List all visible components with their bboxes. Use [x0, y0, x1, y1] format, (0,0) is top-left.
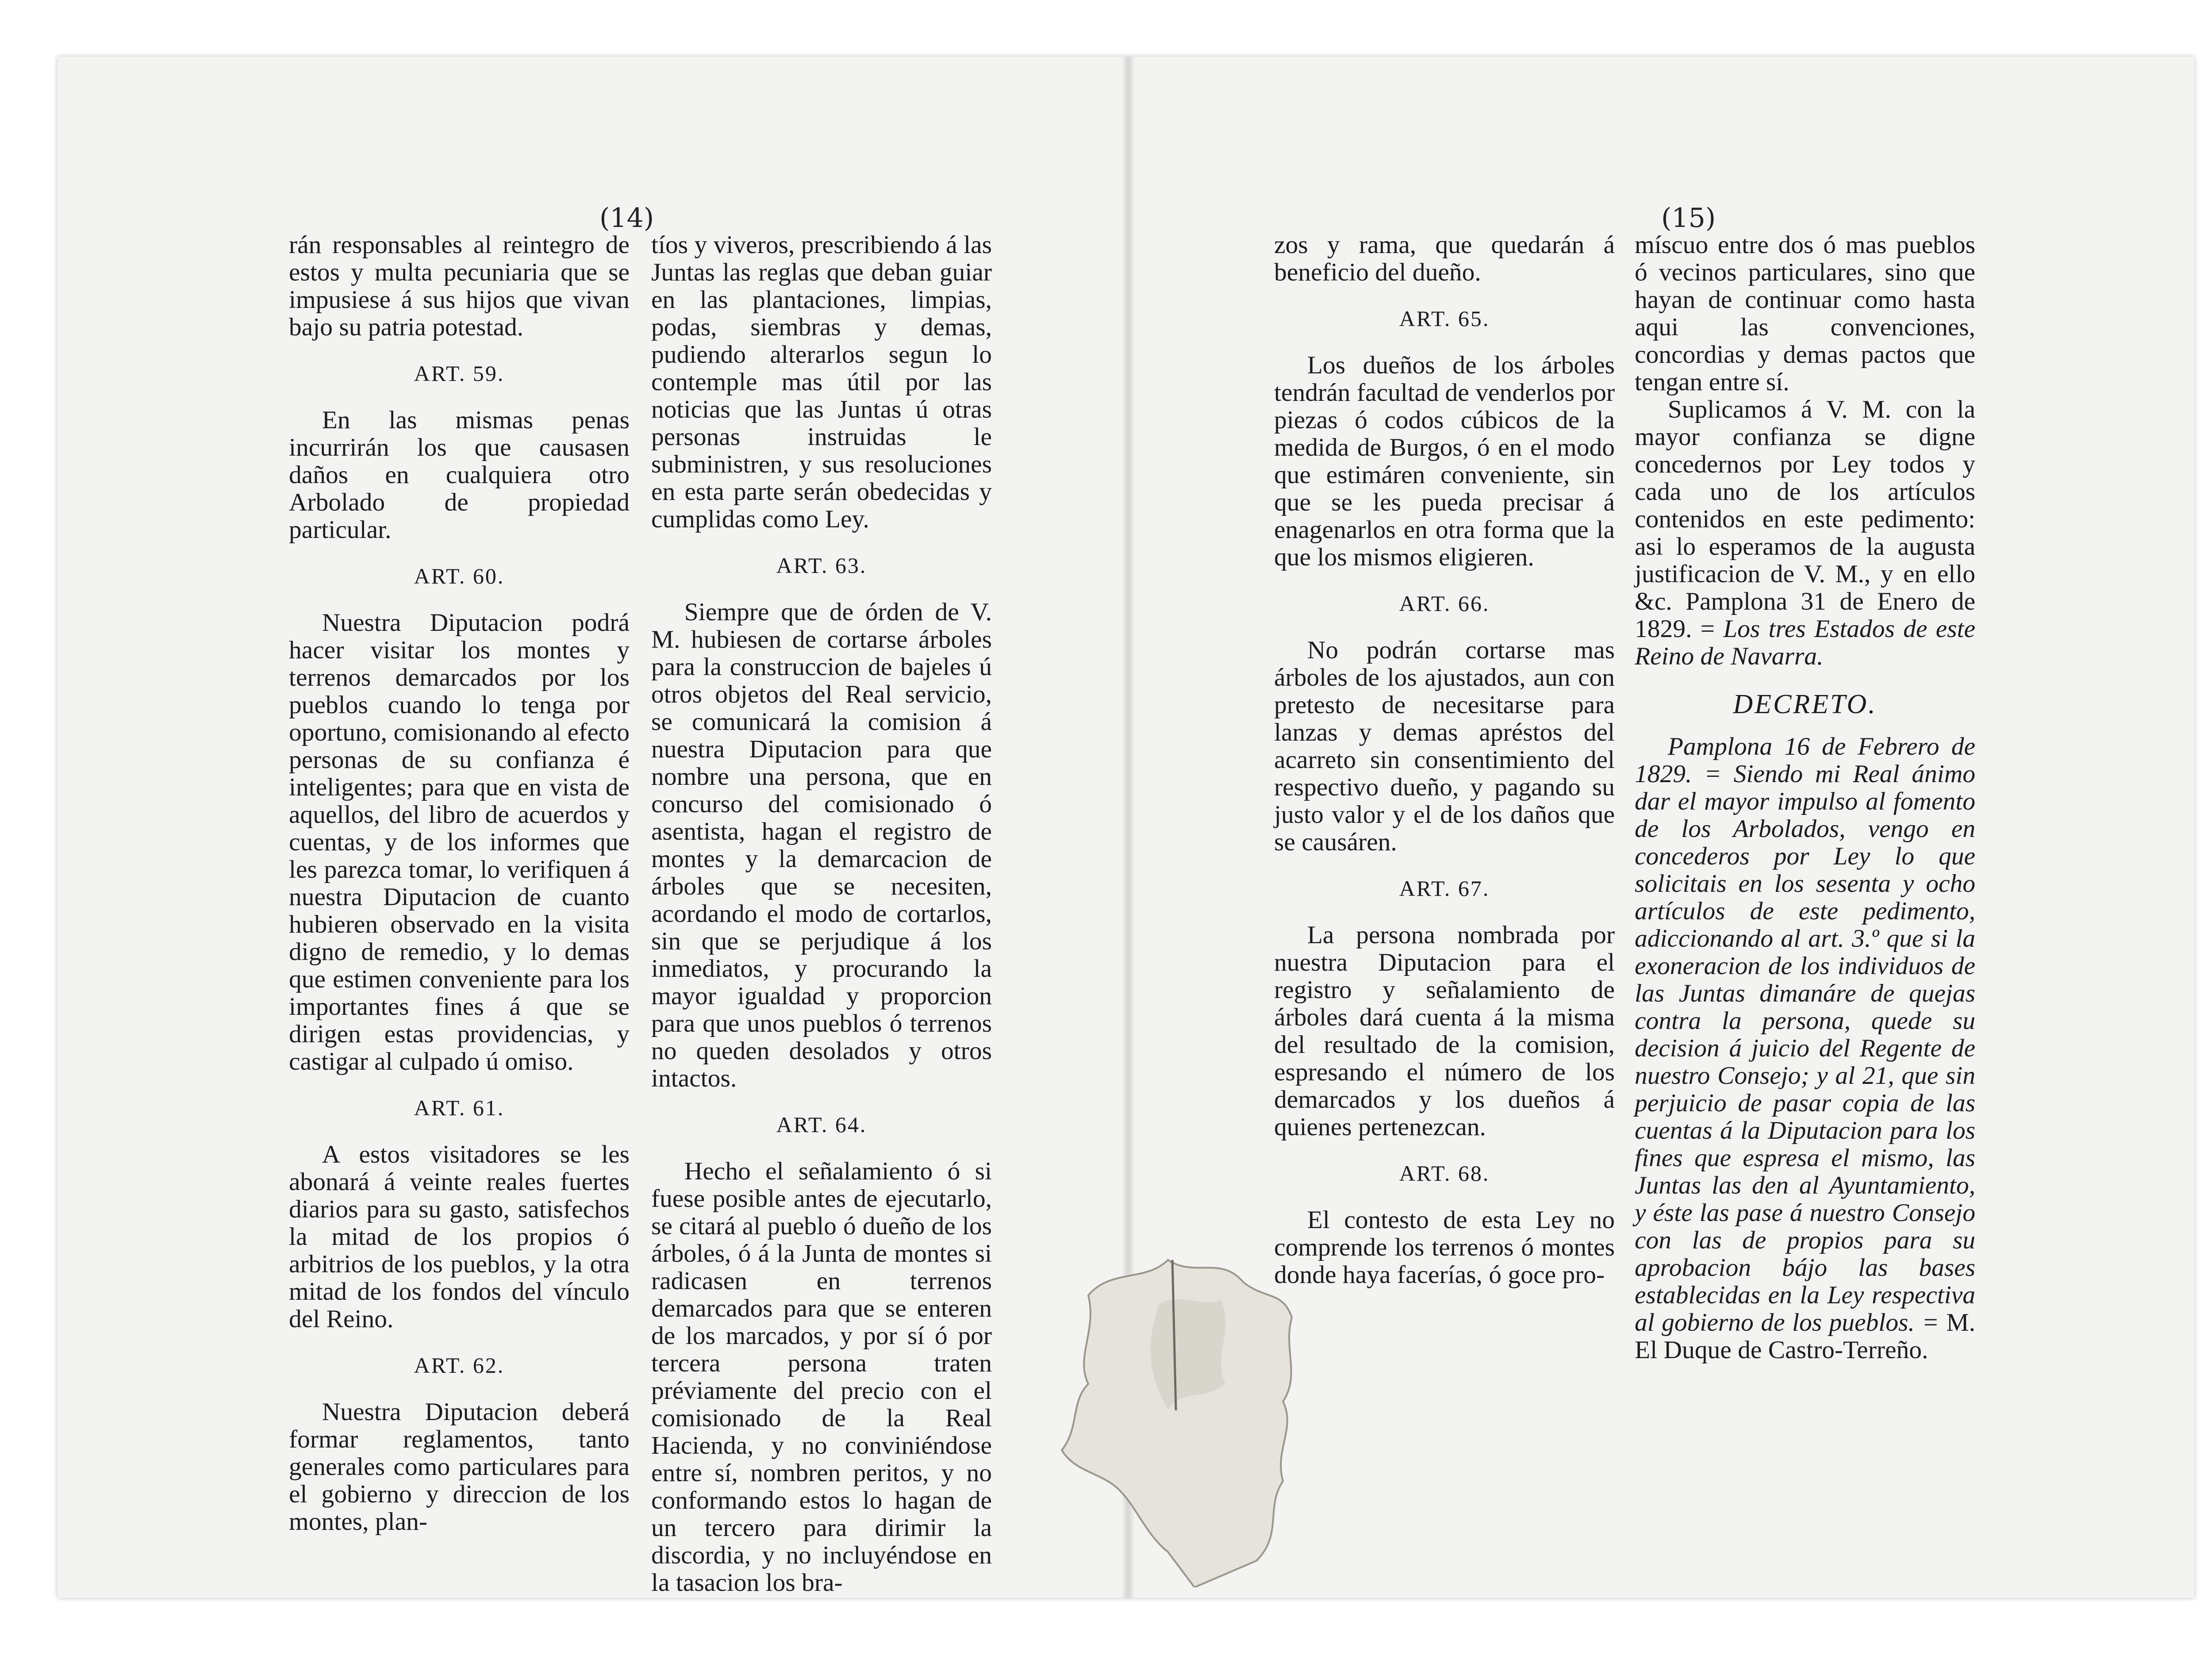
paragraph: Nuestra Diputacion deberá formar reglamentos, tanto generales como particulares para el gobierno y direccion de los montes, plan- — [289, 1398, 630, 1536]
paragraph: Los dueños de los árboles tendrán facultad de venderlos por piezas ó codos cúbicos de la medida de Burgos, ó en el modo que estimáren conveniente, sin que se les pueda precisar á enagenarlos en otra forma que la que los mismos eligieren. — [1274, 351, 1615, 571]
paragraph: Hecho el señalamiento ó si fuese posible antes de ejecutarlo, se citará al pueblo ó dueño de los árboles, ó á la Junta de montes si radicasen en terrenos demarcados para que se enteren de los marcados, y por sí ó por tercera persona traten préviamente del precio con el comisionado de la Real Hacienda, y no conviniéndose entre sí, nombren peritos, y no conformando estos lo hagan de un tercero para dirimir la discordia, y no incluyéndose en la tasacion los bra- — [651, 1157, 992, 1597]
article-heading: ART. 67. — [1399, 876, 1490, 901]
paragraph: A estos visitadores se les abonará á veinte reales fuertes diarios para su gasto, satisfechos la mitad de los propios ó arbitrios de los pueblos, y la otra mitad de los fondos del vínculo del Reino. — [289, 1140, 630, 1333]
paragraph: Siempre que de órden de V. M. hubiesen de cortarse árboles para la construccion de bajeles ú otros objetos del Real servicio, se comunicará la comision á nuestra Diputacion para que nombre una persona, que en concurso del comisionado ó asentista, hagan el registro de montes y la demarcacion de árboles que se necesiten, acordando el modo de cortarlos, sin que se perjudique á los inmediatos, y procurando la mayor igualdad y proporcion para que unos pueblos ó terrenos no queden desolados y otros intactos. — [651, 598, 992, 1092]
decreto-heading: DECRETO. — [1733, 689, 1877, 719]
article-heading: ART. 65. — [1399, 306, 1490, 331]
petition-paragraph — [1635, 396, 1975, 670]
petition-text: Suplicamos á V. M. con la mayor confianza se digne concedernos por Ley todos y cada uno de los artículos contenidos en este pedimento: asi lo esperamos de la augusta justificacion de V. M., y en ello &c. Pamplona 31 de Enero de 1829. = — [1635, 396, 1975, 643]
paragraph: Nuestra Diputacion podrá hacer visitar los montes y terrenos demarcados por los pueblos cuando lo tenga por oportuno, comisionando al efecto personas de su confianza é inteligentes; para que en vista de aquellos, del libro de acuerdos y cuentas, y de los informes que les parezca tomar, lo verifiquen á nuestra Diputacion de cuanto hubieren observado en la visita digno de remedio, y lo demas que estimen conveniente para los importantes fines á que se dirigen estas providencias, y castigar al culpado ú omiso. — [289, 609, 630, 1075]
estates-signature: Los tres Estados de este Reino de Navarra. — [1635, 615, 1975, 670]
paragraph: zos y rama, que quedarán á beneficio del dueño. — [1274, 231, 1615, 286]
decree-paragraph — [1635, 733, 1975, 1364]
paragraph: míscuo entre dos ó mas pueblos ó vecinos particulares, sino que hayan de continuar como hasta aqui las convenciones, concordias y demas pactos que tengan entre sí. — [1635, 231, 1975, 396]
right-page-column-2 — [1635, 231, 1975, 1364]
article-heading: ART. 66. — [1399, 591, 1490, 616]
page-number: (15) — [1661, 203, 1716, 234]
article-heading: ART. 62. — [414, 1353, 505, 1378]
left-page-column-1 — [289, 231, 630, 1536]
article-heading: ART. 64. — [776, 1112, 867, 1137]
left-page-column-2 — [651, 231, 992, 1597]
article-heading: ART. 61. — [414, 1095, 505, 1120]
paragraph: rán responsables al reintegro de estos y multa pecuniaria que se impusiese á sus hijos que vivan bajo su patria potestad. — [289, 231, 630, 341]
paragraph: El contesto de esta Ley no comprende los terrenos ó montes donde haya facerías, ó goce pro- — [1274, 1206, 1615, 1289]
royal-signature: M. El Duque de Castro-Terreño. — [1635, 1309, 1975, 1364]
article-heading: ART. 59. — [414, 361, 505, 386]
article-heading: ART. 63. — [776, 553, 867, 578]
paragraph: tíos y viveros, prescribiendo á las Juntas las reglas que deban guiar en las plantaciones, limpias, podas, siembras y demas, pudiendo alterarlos segun lo contemple mas útil por las noticias que las Juntas ú otras personas instruidas le subministren, y sus resoluciones en esta parte serán obedecidas y cumplidas como Ley. — [651, 231, 992, 533]
paper-damage-icon — [1035, 1242, 1318, 1587]
page-number: (14) — [599, 203, 654, 234]
paragraph: En las mismas penas incurrirán los que causasen daños en cualquiera otro Arbolado de propiedad particular. — [289, 406, 630, 544]
paragraph: No podrán cortarse mas árboles de los ajustados, aun con pretesto de necesitarse para lanzas y demas apréstos del acarreto sin consentimiento del respectivo dueño, y pagando su justo valor y el de los daños que se causáren. — [1274, 636, 1615, 856]
paragraph: La persona nombrada por nuestra Diputacion para el registro y señalamiento de árboles dará cuenta á la misma del resultado de la comision, espresando el número de los demarcados y los dueños á quienes pertenezcan. — [1274, 921, 1615, 1141]
article-heading: ART. 68. — [1399, 1161, 1490, 1186]
document-spread — [58, 57, 2194, 1598]
decree-text: Pamplona 16 de Febrero de 1829. = Siendo mi Real ánimo dar el mayor impulso al fomento de los Arbolados, vengo en concederos por Ley lo que solicitais en los sesenta y ocho artículos de este pedimento, adiccionando al art. 3.º que si la exoneracion de los individuos de las Juntas dimanáre de quejas contra la persona, quede su decision á juicio del Regente de nuestro Consejo; y al 21, que sin perjuicio de pasar copia de las cuentas á la Diputacion para los fines que espresa el mismo, las Juntas las den al Ayuntamiento, y éste las pase á nuestro Consejo con las de propios para su aprobacion bájo las bases establecidas en la Ley respectiva al gobierno de los pueblos. = — [1635, 733, 1975, 1336]
article-heading: ART. 60. — [414, 564, 505, 588]
left-page — [58, 57, 1128, 1598]
right-page-column-1 — [1274, 231, 1615, 1289]
